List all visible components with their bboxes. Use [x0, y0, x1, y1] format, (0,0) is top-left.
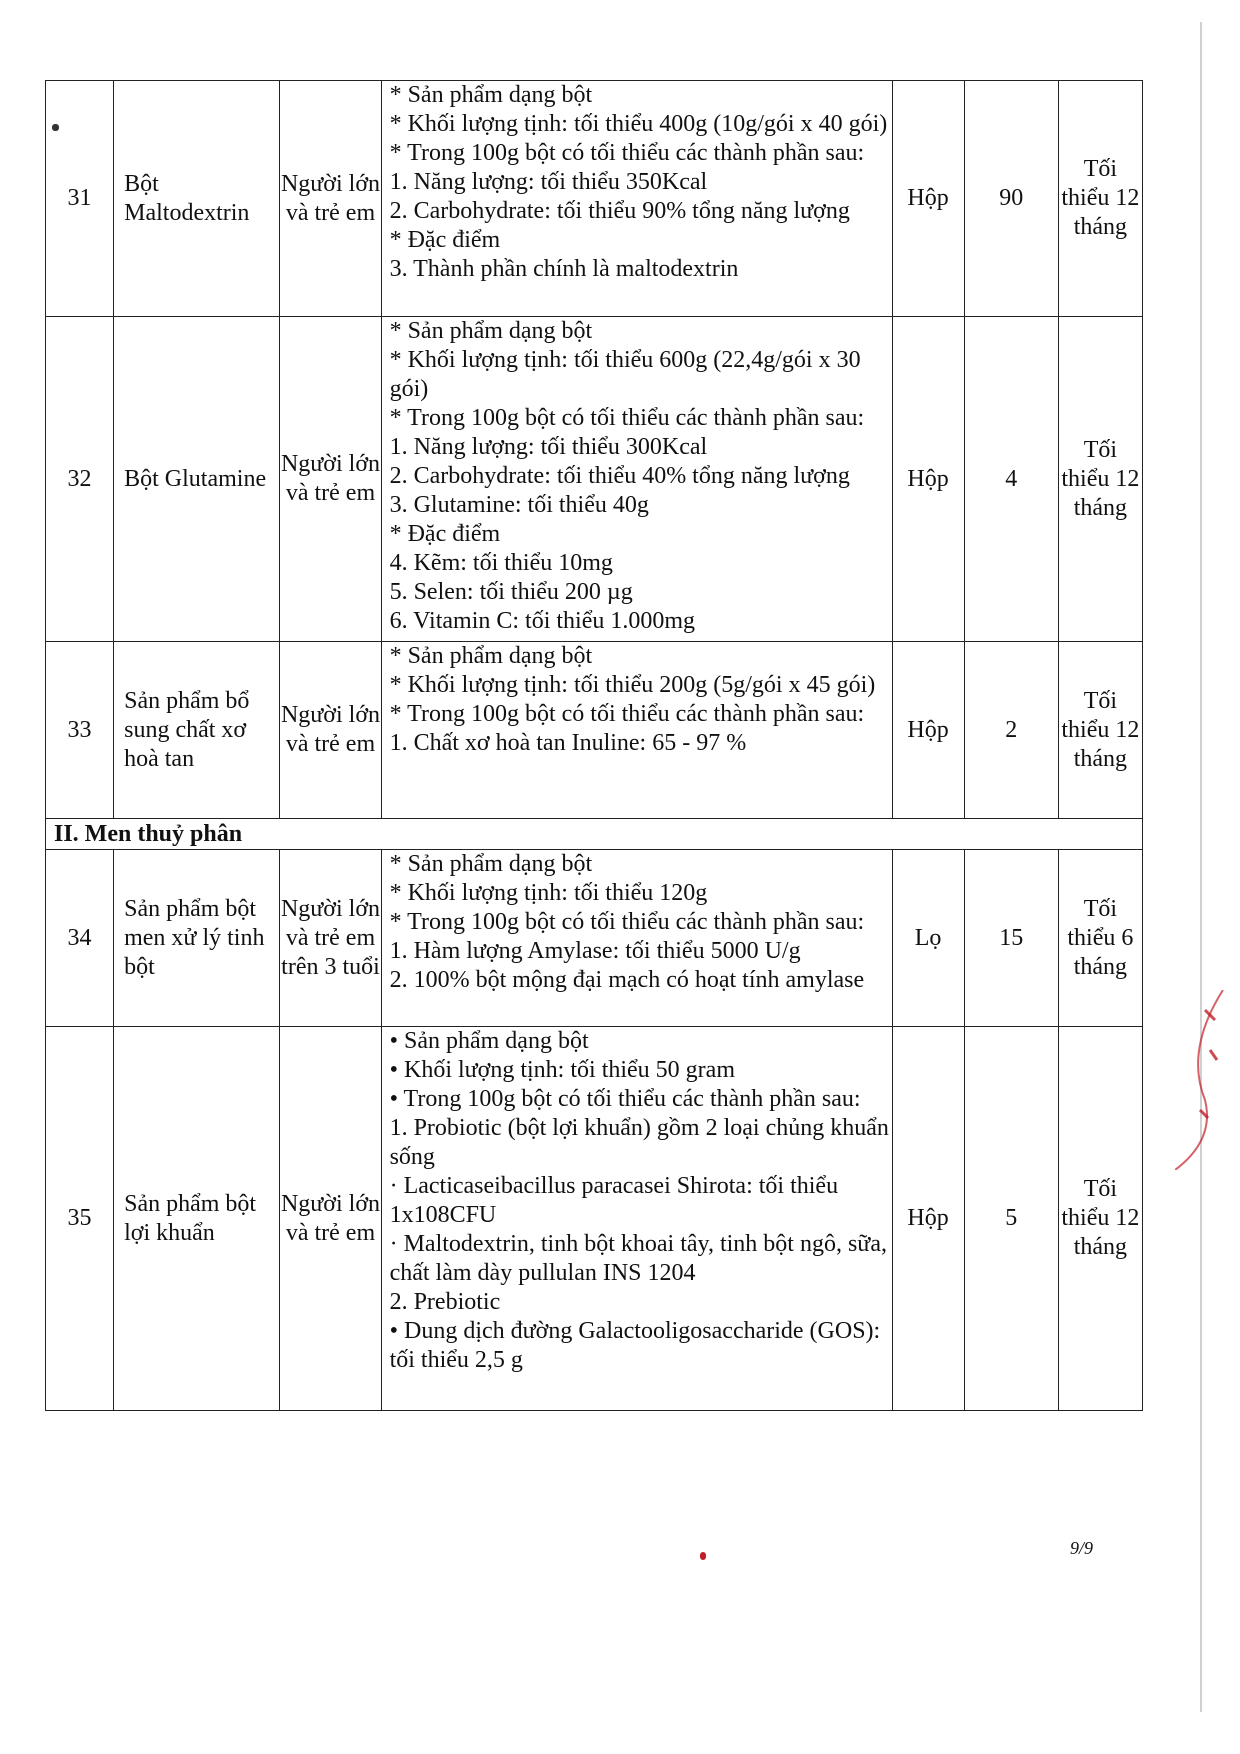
specifications — [381, 642, 892, 819]
target-users: Người lớn và trẻ em — [280, 1027, 381, 1411]
table-row — [46, 317, 1143, 642]
quantity: 90 — [964, 81, 1058, 317]
table-row — [46, 642, 1143, 819]
unit: Hộp — [892, 642, 964, 819]
shelf-life: Tối thiểu 12 tháng — [1058, 81, 1142, 317]
table-row — [46, 850, 1143, 1027]
unit: Hộp — [892, 317, 964, 642]
product-name: Sản phẩm bột lợi khuẩn — [114, 1027, 280, 1411]
spec-line: 2. Carbohydrate: tối thiểu 40% tổng năng lượng — [389, 463, 850, 489]
spec-line: * Đặc điểm — [389, 521, 501, 547]
target-users: Người lớn và trẻ em — [280, 317, 381, 642]
product-name: Sản phẩm bổ sung chất xơ hoà tan — [114, 642, 280, 819]
spec-line: * Khối lượng tịnh: tối thiểu 120g — [389, 880, 708, 906]
row-number: 33 — [46, 642, 114, 819]
spec-line: · Lacticaseibacillus paracasei Shirota: tối thiểu 1x108CFU — [389, 1173, 839, 1228]
spec-line: * Sản phẩm dạng bột — [389, 643, 593, 669]
spec-line: 4. Kẽm: tối thiểu 10mg — [389, 550, 613, 576]
spec-line: * Khối lượng tịnh: tối thiểu 400g (10g/gói x 40 gói) — [389, 111, 888, 137]
spec-line: * Trong 100g bột có tối thiểu các thành phần sau: — [389, 140, 865, 166]
spec-line: * Sản phẩm dạng bột — [389, 318, 593, 344]
section-row — [46, 819, 1143, 850]
scan-edge-line — [1200, 22, 1202, 1712]
spec-line: * Đặc điểm — [389, 227, 501, 253]
spec-line: * Trong 100g bột có tối thiểu các thành phần sau: — [389, 701, 865, 727]
spec-line: * Khối lượng tịnh: tối thiểu 600g (22,4g/gói x 30 gói) — [389, 347, 861, 402]
spec-line: * Sản phẩm dạng bột — [389, 82, 593, 108]
section-title: II. Men thuỷ phân — [46, 819, 1143, 850]
unit: Lọ — [892, 850, 964, 1027]
spec-line: 1. Chất xơ hoà tan Inuline: 65 - 97 % — [389, 730, 747, 756]
product-name: Bột Glutamine — [114, 317, 280, 642]
specifications — [381, 81, 892, 317]
row-number: 32 — [46, 317, 114, 642]
quantity: 2 — [964, 642, 1058, 819]
spec-line: 3. Thành phần chính là maltodextrin — [389, 256, 739, 282]
target-users: Người lớn và trẻ em trên 3 tuổi — [280, 850, 381, 1027]
specifications — [381, 1027, 892, 1411]
spec-line: • Trong 100g bột có tối thiểu các thành phần sau: — [389, 1086, 861, 1112]
spec-line: * Khối lượng tịnh: tối thiểu 200g (5g/gói x 45 gói) — [389, 672, 876, 698]
table-row — [46, 81, 1143, 317]
spec-line: 6. Vitamin C: tối thiểu 1.000mg — [389, 608, 696, 634]
shelf-life: Tối thiểu 12 tháng — [1058, 1027, 1142, 1411]
target-users: Người lớn và trẻ em — [280, 642, 381, 819]
quantity: 4 — [964, 317, 1058, 642]
row-number: 34 — [46, 850, 114, 1027]
specifications — [381, 317, 892, 642]
spec-line: • Dung dịch đường Galactooligosaccharide (GOS): tối thiểu 2,5 g — [389, 1318, 881, 1373]
spec-line: * Trong 100g bột có tối thiểu các thành phần sau: — [389, 909, 865, 935]
spec-line: 1. Năng lượng: tối thiểu 300Kcal — [389, 434, 708, 460]
table-row — [46, 1027, 1143, 1411]
target-users: Người lớn và trẻ em — [280, 81, 381, 317]
unit: Hộp — [892, 1027, 964, 1411]
spec-line: * Trong 100g bột có tối thiểu các thành phần sau: — [389, 405, 865, 431]
quantity: 5 — [964, 1027, 1058, 1411]
spec-line: 1. Năng lượng: tối thiểu 350Kcal — [389, 169, 708, 195]
red-stamp-fragment — [1175, 990, 1225, 1170]
spec-line: 2. 100% bột mộng đại mạch có hoạt tính amylase — [389, 967, 865, 993]
spec-line: 5. Selen: tối thiểu 200 µg — [389, 579, 633, 605]
product-name: Sản phẩm bột men xử lý tinh bột — [114, 850, 280, 1027]
quantity: 15 — [964, 850, 1058, 1027]
spec-line: 3. Glutamine: tối thiểu 40g — [389, 492, 649, 518]
row-number: 31 — [46, 81, 114, 317]
spec-line: 1. Hàm lượng Amylase: tối thiểu 5000 U/g — [389, 938, 801, 964]
specifications — [381, 850, 892, 1027]
spec-line: • Sản phẩm dạng bột — [389, 1028, 589, 1054]
product-table — [45, 80, 1143, 1411]
row-number: 35 — [46, 1027, 114, 1411]
unit: Hộp — [892, 81, 964, 317]
shelf-life: Tối thiểu 6 tháng — [1058, 850, 1142, 1027]
spec-line: · Maltodextrin, tinh bột khoai tây, tinh bột ngô, sữa, chất làm dày pullulan INS 1204 — [389, 1231, 887, 1286]
spec-line: • Khối lượng tịnh: tối thiểu 50 gram — [389, 1057, 735, 1083]
spec-line: 2. Prebiotic — [389, 1289, 501, 1315]
shelf-life: Tối thiểu 12 tháng — [1058, 642, 1142, 819]
product-name: Bột Maltodextrin — [114, 81, 280, 317]
spec-line: 1. Probiotic (bột lợi khuẩn) gồm 2 loại chủng khuẩn sống — [389, 1115, 889, 1170]
spec-line: * Sản phẩm dạng bột — [389, 851, 593, 877]
page-number: 9/9 — [1070, 1538, 1094, 1558]
red-ink-dot — [700, 1552, 706, 1560]
spec-line: 2. Carbohydrate: tối thiểu 90% tổng năng lượng — [389, 198, 850, 224]
shelf-life: Tối thiểu 12 tháng — [1058, 317, 1142, 642]
